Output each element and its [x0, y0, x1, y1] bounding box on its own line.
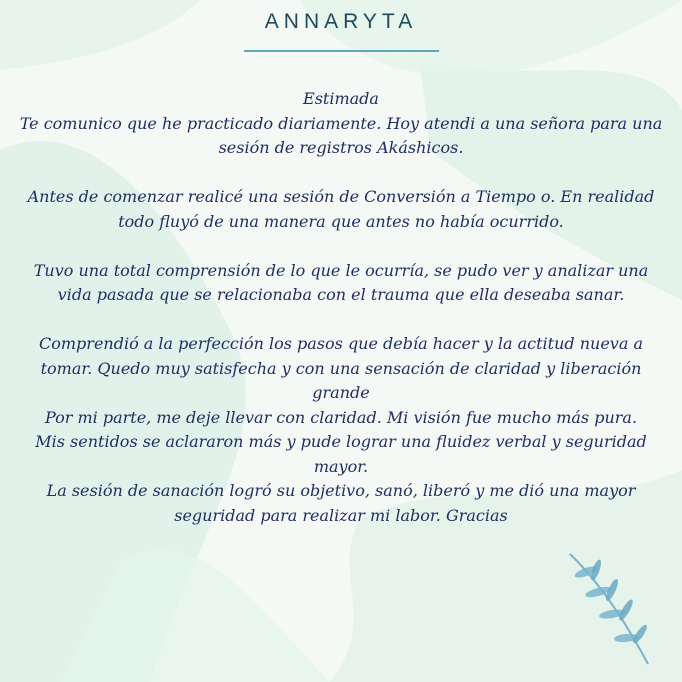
letter-paragraph-4: Comprendió a la perfección los pasos que debía hacer y la actitud nueva a tomar. Quedo muy satisfecha y con una sensación de claridad y liberación grande	[39, 334, 643, 402]
letter-paragraph-7: La sesión de sanación logró su objetivo, sanó, liberó y me dió una mayor seguridad para realizar mi labor. Gracias	[46, 481, 636, 525]
brand-underline	[244, 50, 439, 52]
leaf-branch-icon	[562, 550, 662, 668]
letter-greeting: Estimada	[303, 89, 379, 108]
testimonial-letter	[18, 87, 664, 528]
letter-paragraph-6: Mis sentidos se aclararon más y pude lograr una fluidez verbal y seguridad mayor.	[35, 432, 647, 476]
letter-paragraph-5: Por mi parte, me deje llevar con claridad. Mi visión fue mucho más pura.	[44, 407, 638, 427]
letter-paragraph-1: Te comunico que he practicado diariamente. Hoy atendi a una señora para una sesión de registros Akáshicos.	[19, 113, 663, 157]
brand-title: ANNARYTA	[264, 10, 418, 33]
letter-paragraph-3: Tuvo una total comprensión de lo que le ocurría, se pudo ver y analizar una vida pasada que se relacionaba con el trauma que ella deseaba sanar.	[33, 260, 649, 304]
letter-paragraph-2: Antes de comenzar realicé una sesión de Conversión a Tiempo o. En realidad todo fluyó de una manera que antes no había ocurrido.	[27, 187, 655, 231]
